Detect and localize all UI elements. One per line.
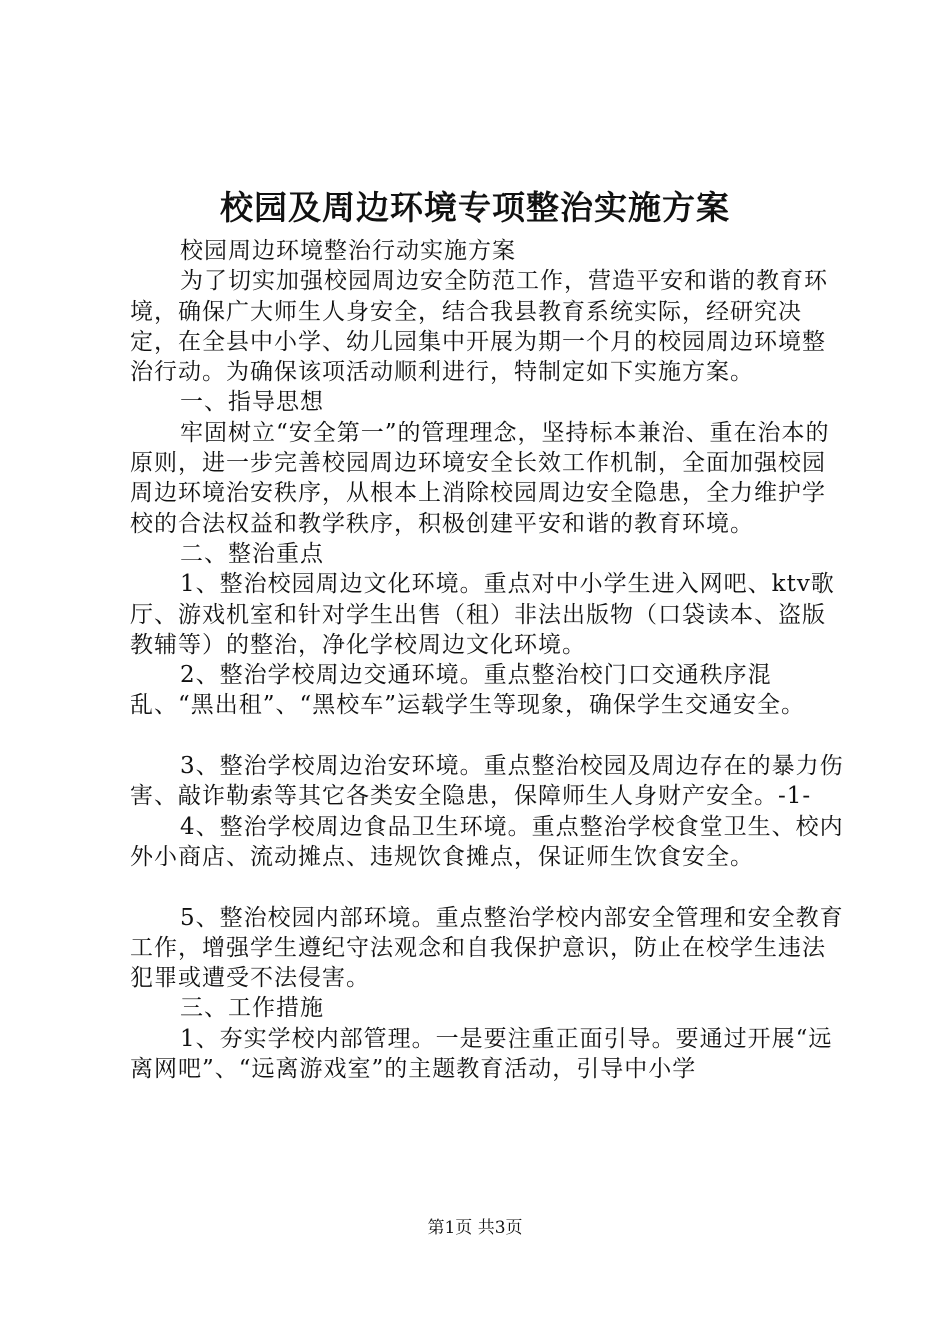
focus-item-3: 3、整治学校周边治安环境。重点整治校园及周边存在的暴力伤害、敲诈勒索等其它各类安全隐患，保障师生人身财产安全。-1- — [130, 753, 844, 810]
intro-paragraph: 为了切实加强校园周边安全防范工作，营造平安和谐的教育环境，确保广大师生人身安全，结合我县教育系统实际，经研究决定，在全县中小学、幼儿园集中开展为期一个月的校园周边环境整治行动。为确保该项活动顺利进行，特制定如下实施方案。 — [130, 268, 828, 386]
focus-item-1: 1、整治校园周边文化环境。重点对中小学生进入网吧、ktv歌厅、游戏机室和针对学生出售（租）非法出版物（口袋读本、盗版教辅等）的整治，净化学校周边文化环境。 — [130, 571, 835, 658]
page-footer: 第1页 共3页 — [427, 1218, 523, 1238]
document-title: 校园及周边环境专项整治实施方案 — [220, 188, 730, 227]
subtitle-line: 校园周边环境整治行动实施方案 — [180, 238, 516, 264]
focus-item-5: 5、整治校园内部环境。重点整治学校内部安全管理和安全教育工作，增强学生遵纪守法观念和自我保护意识，防止在校学生违法犯罪或遭受不法侵害。 — [130, 904, 844, 992]
section-heading-1: 一、指导思想 — [180, 389, 324, 416]
blank-line — [130, 721, 845, 751]
document-body — [130, 236, 845, 1084]
section-heading-3: 三、工作措施 — [180, 995, 324, 1022]
focus-item-4: 4、整治学校周边食品卫生环境。重点整治学校食堂卫生、校内外小商店、流动摊点、违规饮食摊点，保证师生饮食安全。 — [130, 813, 844, 870]
section-heading-2: 二、整治重点 — [180, 540, 324, 567]
guiding-thought-paragraph: 牢固树立“安全第一”的管理理念，坚持标本兼治、重在治本的原则，进一步完善校园周边环境安全长效工作机制，全面加强校园周边环境治安秩序，从根本上消除校园周边安全隐患，全力维护学校的合法权益和教学秩序，积极创建平安和谐的教育环境。 — [130, 419, 830, 537]
measure-item-1: 1、夯实学校内部管理。一是要注重正面引导。要通过开展“远离网吧”、“远离游戏室”的主题教育活动，引导中小学 — [130, 1025, 833, 1083]
blank-line — [130, 872, 845, 902]
focus-item-2: 2、整治学校周边交通环境。重点整治校门口交通秩序混乱、“黑出租”、“黑校车”运载学生等现象，确保学生交通安全。 — [130, 662, 806, 719]
